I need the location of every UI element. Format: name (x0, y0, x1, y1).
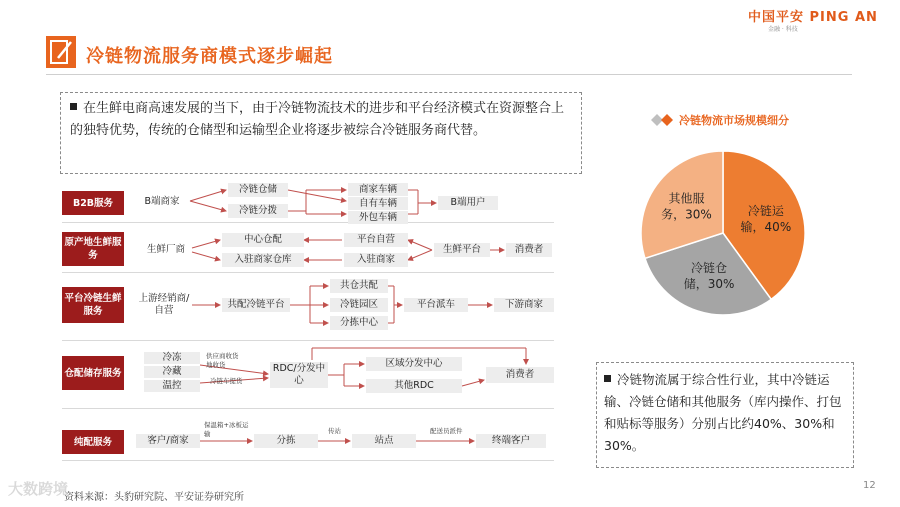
source-note: 资料来源：头豹研究院、平安证券研究所 (64, 492, 244, 503)
pie-slice-label-1: 冷链仓储，30% (683, 260, 735, 291)
market-segment-pie-chart (638, 148, 808, 318)
node-b-users: B端用户 (438, 196, 498, 210)
node-rdc-center: RDC/分发中心 (270, 362, 328, 388)
note-supplier-receive: 供应商收货 (206, 352, 239, 360)
node-cold-distribution: 冷链分拨 (228, 204, 288, 218)
page-number: 12 (863, 480, 876, 491)
row-label-origin-fresh: 原产地生鲜服务 (62, 232, 124, 266)
pie-slice-label-2: 其他服务，30% (661, 191, 712, 222)
node-sorting: 分拣 (254, 434, 318, 448)
node-sorting-center: 分拣中心 (330, 316, 388, 330)
legend-diamond-icon (651, 114, 675, 126)
node-central-warehouse: 中心仓配 (222, 233, 304, 247)
node-station: 站点 (352, 434, 416, 448)
node-fresh-producer: 生鲜厂商 (146, 244, 185, 255)
logo-tagline: 金融 · 科技 (768, 26, 798, 33)
node-platform-dispatch: 平台派车 (404, 298, 468, 312)
node-merchant-vehicles: 商家车辆 (348, 183, 408, 196)
page-title: 冷链物流服务商模式逐步崛起 (86, 46, 333, 67)
node-own-vehicles: 自有车辆 (348, 197, 408, 210)
node-outsourced-vehicles: 外包车辆 (348, 211, 408, 224)
node-regional-center: 区域分发中心 (366, 357, 462, 371)
watermark: 大数跨境 (8, 480, 69, 498)
pie-slice-label-0: 冷链运输，40% (740, 204, 792, 235)
node-resident-merchant: 入驻商家 (344, 253, 408, 267)
node-customer-merchant: 客户/商家 (136, 434, 200, 448)
row-label-warehouse-storage: 仓配储存服务 (62, 356, 124, 390)
note-insulated-box: 保温箱+冰板运输 (204, 421, 249, 438)
summary-paragraph (604, 369, 850, 457)
note-ground-receive: 地收货 (206, 361, 226, 369)
summary-text: 冷链物流属于综合性行业，其中冷链运输、冷链仓储和其他服务（库内操作、打包和贴标等服务）分别占比约40%、30%和30%。 (604, 372, 842, 453)
node-end-customer: 终端客户 (476, 434, 546, 448)
node-cold-park: 冷链园区 (330, 298, 388, 312)
node-fresh-platform: 生鲜平台 (434, 243, 490, 257)
node-shared-platform: 共配冷链平台 (222, 298, 290, 312)
node-consumer-2: 消费者 (486, 367, 554, 383)
node-downstream-merchant: 下游商家 (494, 298, 554, 312)
row-label-pure-delivery: 纯配服务 (62, 430, 124, 454)
bullet-square-icon (604, 375, 611, 382)
note-transfer: 传站 (328, 427, 341, 435)
row-label-b2b: B2B服务 (62, 191, 124, 215)
pie-chart-title: 冷链物流市场规模细分 (679, 114, 789, 127)
node-chilled: 冷藏 (144, 366, 200, 378)
node-cold-storage: 冷链仓储 (228, 183, 288, 197)
node-frozen: 冷冻 (144, 352, 200, 364)
note-truck-pickup: 冷链车提货 (210, 377, 243, 385)
intro-text: 在生鲜电商高速发展的当下，由于冷链物流技术的进步和平台经济模式在资源整合上的独特优势，传统的仓储型和运输型企业将逐步被综合冷链服务商代替。 (70, 101, 565, 138)
node-merchant-warehouse: 入驻商家仓库 (222, 253, 304, 267)
node-platform-self: 平台自营 (344, 233, 408, 247)
logo-text: 中国平安 PING AN (748, 10, 878, 25)
node-other-rdc: 其他RDC (366, 379, 462, 393)
node-consumer: 消费者 (506, 243, 552, 257)
node-b-merchant: B端商家 (144, 196, 180, 207)
node-temp-control: 温控 (144, 380, 200, 392)
node-shared-warehouse: 共仓共配 (330, 279, 388, 293)
node-upstream-distributor: 上游经销商/自营 (138, 293, 190, 316)
note-courier-dispatch: 配送员派件 (430, 427, 463, 435)
row-label-platform-cold-chain: 平台冷链生鲜服务 (62, 287, 124, 323)
